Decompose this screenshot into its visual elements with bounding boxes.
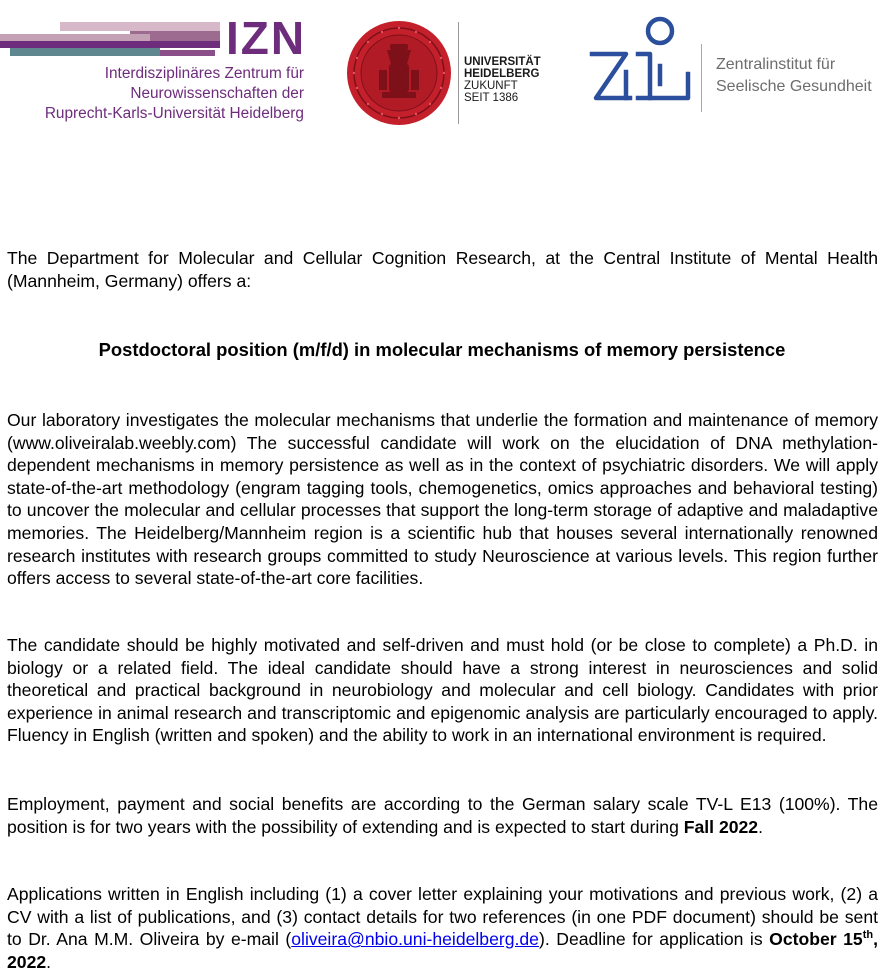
heidelberg-line2: HEIDELBERG — [464, 68, 540, 80]
lab-description-paragraph: Our laboratory investigates the molecular mechanisms that underlie the formation and maintenance of memory (www.oliveiralab.weebly.com) The successful candidate will work on the elucidation of DNA methylation-dependent mechanisms in memory persistence as well as in the context of psychiatric disorders. We will apply state-of-the-art methodology (engram tagging tools, chemogenetics, omics approaches and behavioral testing) to uncover the molecular and cellular processes that support the long-term storage of adaptive and maladaptive memories. The Heidelberg/Mannheim region is a scientific hub that houses several internationally renowned research institutes with research groups committed to study Neuroscience at various levels. This region further offers access to several state-of-the-art core facilities. — [7, 410, 878, 589]
deadline-ordinal: th — [862, 929, 874, 942]
izn-wordmark — [226, 12, 306, 64]
employment-terms-text: Employment, payment and social benefits are according to the German salary scale TV-L E13 (100%). The position is for two years with the possibility of extending and is expected to start during — [7, 794, 878, 837]
izn-name-line2: Neurowissenschaften der — [130, 85, 304, 102]
heidelberg-line1: UNIVERSITÄT — [464, 56, 541, 68]
application-email-close: ). — [538, 929, 550, 950]
izn-name-line3: Ruprecht-Karls-Universität Heidelberg — [44, 105, 304, 122]
employment-terms-end: . — [758, 816, 763, 837]
position-title: Postdoctoral position (m/f/d) in molecular mechanisms of memory persistence — [98, 339, 786, 360]
deadline-year: , 2022 — [7, 929, 878, 972]
izn-name-line1: Interdisziplinäres Zentrum für — [104, 65, 304, 82]
start-date: Fall 2022 — [683, 816, 759, 837]
candidate-requirements-paragraph: The candidate should be highly motivated and self-driven and must hold (or be close to complete) a Ph.D. in biology or a related field. The ideal candidate should have a strong interest in neurosciences and solid theoretical and practical background in neurobiology and molecular and cell biology. Candidates with prior experience in animal research and transcriptomic and epigenomic analysis are particularly encouraged to apply. Fluency in English (written and spoken) and the ability to work in an international environment is required. — [7, 635, 878, 746]
intro-paragraph: The Department for Molecular and Cellular Cognition Research, at the Central Institute of Mental Health (Mannheim, Germany) offers a: — [7, 248, 878, 291]
zi-name — [716, 54, 872, 98]
zi-name-line1: Zentralinstitut für — [716, 56, 836, 73]
zi-name-line2: Seelische Gesundheit — [716, 78, 872, 95]
izn-name — [0, 64, 304, 124]
header-logos — [0, 0, 884, 140]
heidelberg-seal-icon — [346, 20, 452, 126]
izn-color-bars — [0, 20, 220, 68]
heidelberg-line3: ZUKUNFT — [464, 80, 518, 92]
zi-logo — [588, 14, 884, 114]
heidelberg-divider — [458, 22, 459, 124]
job-posting — [7, 247, 878, 972]
employment-terms-paragraph — [7, 793, 878, 838]
izn-logo — [0, 12, 312, 132]
deadline-prefix: Deadline for application is — [549, 929, 770, 950]
deadline-end: . — [46, 951, 52, 972]
zi-mark-icon — [588, 14, 692, 110]
heidelberg-line4: SEIT 1386 — [464, 92, 519, 104]
zi-divider — [701, 44, 702, 112]
izn-wordmark-text: IZN — [226, 12, 307, 64]
heidelberg-logo — [346, 20, 556, 130]
deadline-month-day: October 15 — [769, 929, 863, 950]
application-text: Applications written in English including (1) a cover letter explaining your motivations and previous work, (2) a CV with a list of publications, and (3) contact details for two references (in one PDF document) should be sent to Dr. Ana M.M. Oliveira by e-mail ( — [7, 884, 878, 950]
heidelberg-wordmark — [464, 56, 541, 104]
contact-email-link[interactable]: oliveira@nbio.uni-heidelberg.de — [291, 929, 539, 950]
application-instructions-paragraph — [7, 883, 878, 973]
